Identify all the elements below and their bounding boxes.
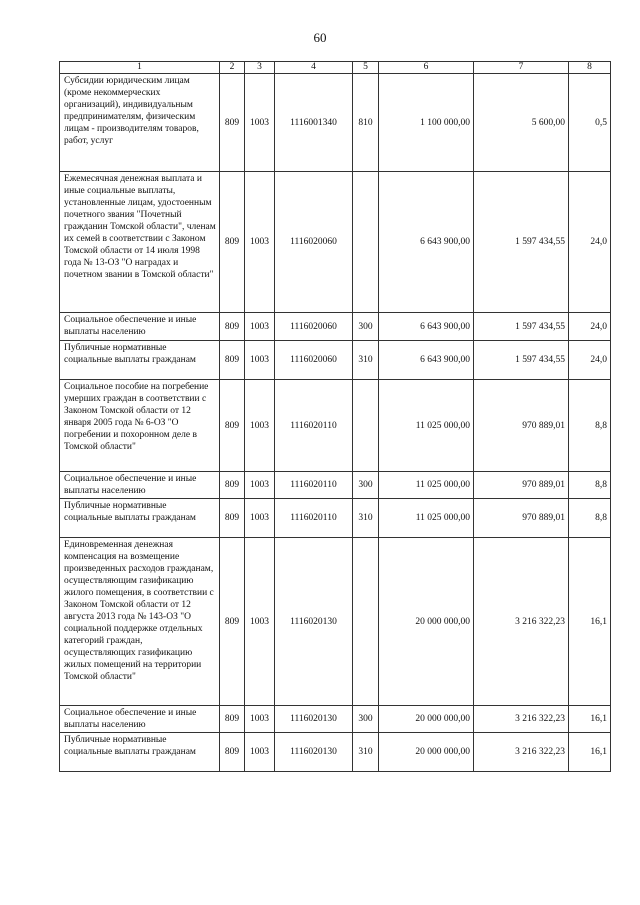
cell-plan: 20 000 000,00 [379,733,474,772]
column-header: 7 [474,62,569,74]
cell-csr: 1116020110 [275,380,353,472]
table-row [60,472,611,499]
cell-plan: 11 025 000,00 [379,380,474,472]
cell-razdel: 1003 [245,499,275,538]
cell-ved: 809 [220,499,245,538]
cell-vr [353,380,379,472]
cell-plan: 20 000 000,00 [379,706,474,733]
cell-plan: 11 025 000,00 [379,499,474,538]
table-row [60,706,611,733]
cell-csr: 1116020110 [275,472,353,499]
cell-csr: 1116020060 [275,341,353,380]
cell-csr: 1116020110 [275,499,353,538]
cell-percent: 8,8 [569,472,611,499]
cell-ved: 809 [220,313,245,341]
cell-fact: 970 889,01 [474,499,569,538]
cell-vr: 300 [353,706,379,733]
cell-ved: 809 [220,733,245,772]
cell-ved: 809 [220,472,245,499]
cell-razdel: 1003 [245,172,275,313]
row-name: Социальное пособие на погребение умерших граждан в соответствии с Законом Томской области от 12 января 2005 года № 6-ОЗ "О погребении и похоронном деле в Томской области" [60,380,220,472]
table-row [60,499,611,538]
cell-percent: 24,0 [569,341,611,380]
budget-table [59,61,611,772]
cell-csr: 1116020130 [275,733,353,772]
cell-ved: 809 [220,538,245,706]
cell-percent: 0,5 [569,74,611,172]
cell-fact: 970 889,01 [474,380,569,472]
cell-vr: 310 [353,733,379,772]
cell-plan: 11 025 000,00 [379,472,474,499]
cell-razdel: 1003 [245,341,275,380]
cell-razdel: 1003 [245,733,275,772]
cell-fact: 1 597 434,55 [474,341,569,380]
cell-ved: 809 [220,380,245,472]
table-row [60,380,611,472]
table-row [60,733,611,772]
cell-ved: 809 [220,172,245,313]
column-header: 6 [379,62,474,74]
column-header: 1 [60,62,220,74]
cell-vr [353,172,379,313]
row-name: Публичные нормативные социальные выплаты гражданам [60,499,220,538]
cell-vr: 300 [353,472,379,499]
column-header: 8 [569,62,611,74]
cell-plan: 6 643 900,00 [379,341,474,380]
cell-vr: 300 [353,313,379,341]
row-name: Единовременная денежная компенсация на возмещение произведенных расходов гражданам, осуществляющим газификацию жилого помещения, в соответствии с Законом Томской области от 12 августа 2013 года № 143-ОЗ "О социальной поддержке отдельных категорий граждан, осуществляющих газификацию жилых помещений на территории Томской области" [60,538,220,706]
table-row [60,172,611,313]
row-name: Публичные нормативные социальные выплаты гражданам [60,341,220,380]
cell-ved: 809 [220,74,245,172]
cell-ved: 809 [220,706,245,733]
cell-csr: 1116020060 [275,172,353,313]
cell-plan: 20 000 000,00 [379,538,474,706]
table-row [60,341,611,380]
cell-razdel: 1003 [245,538,275,706]
cell-fact: 970 889,01 [474,472,569,499]
cell-fact: 3 216 322,23 [474,538,569,706]
cell-vr: 310 [353,499,379,538]
row-name: Социальное обеспечение и иные выплаты населению [60,472,220,499]
cell-percent: 24,0 [569,313,611,341]
cell-percent: 16,1 [569,733,611,772]
column-header: 2 [220,62,245,74]
cell-razdel: 1003 [245,313,275,341]
cell-plan: 1 100 000,00 [379,74,474,172]
cell-percent: 24,0 [569,172,611,313]
row-name: Публичные нормативные социальные выплаты гражданам [60,733,220,772]
cell-razdel: 1003 [245,472,275,499]
column-header: 5 [353,62,379,74]
cell-csr: 1116020130 [275,538,353,706]
cell-fact: 3 216 322,23 [474,706,569,733]
cell-csr: 1116001340 [275,74,353,172]
cell-fact: 3 216 322,23 [474,733,569,772]
cell-fact: 1 597 434,55 [474,172,569,313]
table-header-row [60,62,611,74]
row-name: Ежемесячная денежная выплата и иные социальные выплаты, установленные лицам, удостоенным почетного звания "Почетный гражданин Томской области", членам их семей в соответствии с Законом Томской области от 14 июля 1998 года № 13-ОЗ "О наградах и почетном звании в Томской области" [60,172,220,313]
cell-percent: 16,1 [569,706,611,733]
page-number: 60 [313,30,327,45]
row-name: Социальное обеспечение и иные выплаты населению [60,706,220,733]
cell-vr [353,538,379,706]
row-name: Субсидии юридическим лицам (кроме некоммерческих организаций), индивидуальным предпринимателям, физическим лицам - производителям товаров, работ, услуг [60,74,220,172]
cell-csr: 1116020130 [275,706,353,733]
column-header: 3 [245,62,275,74]
cell-ved: 809 [220,341,245,380]
cell-plan: 6 643 900,00 [379,313,474,341]
cell-razdel: 1003 [245,380,275,472]
column-header: 4 [275,62,353,74]
cell-percent: 8,8 [569,499,611,538]
cell-razdel: 1003 [245,706,275,733]
cell-vr: 810 [353,74,379,172]
cell-fact: 5 600,00 [474,74,569,172]
cell-plan: 6 643 900,00 [379,172,474,313]
cell-percent: 16,1 [569,538,611,706]
cell-vr: 310 [353,341,379,380]
row-name: Социальное обеспечение и иные выплаты населению [60,313,220,341]
table-row [60,74,611,172]
cell-razdel: 1003 [245,74,275,172]
table-row [60,313,611,341]
cell-fact: 1 597 434,55 [474,313,569,341]
cell-csr: 1116020060 [275,313,353,341]
cell-percent: 8,8 [569,380,611,472]
table-row [60,538,611,706]
